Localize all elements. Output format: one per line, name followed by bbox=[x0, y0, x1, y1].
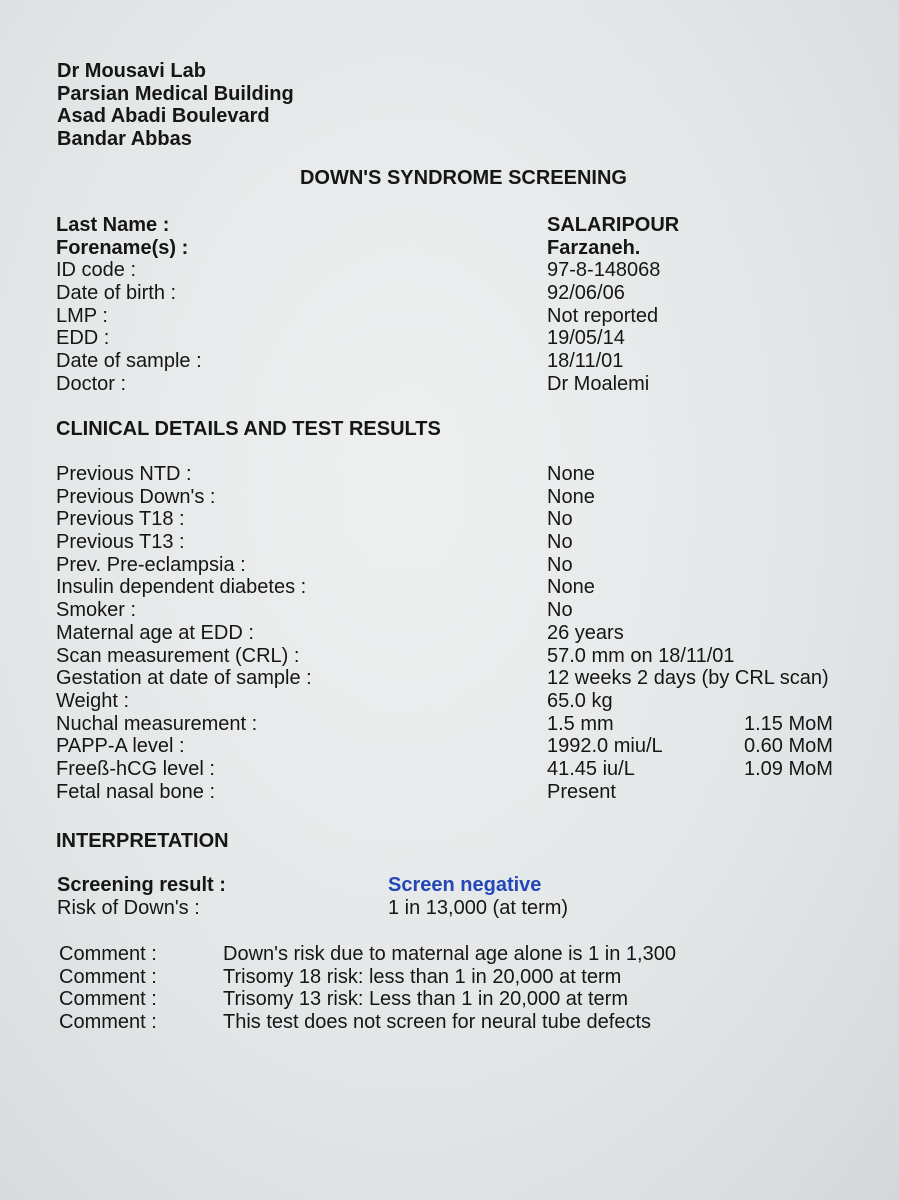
interpretation-heading: INTERPRETATION bbox=[56, 830, 229, 852]
clinical-label: Scan measurement (CRL) : bbox=[56, 644, 300, 667]
comment-text: Down's risk due to maternal age alone is 1 in 1,300 bbox=[223, 943, 676, 965]
clinical-label: Maternal age at EDD : bbox=[56, 621, 254, 644]
clinical-value: Present bbox=[547, 780, 616, 803]
comment-label: Comment : bbox=[59, 965, 157, 988]
clinical-mom: 0.60 MoM bbox=[744, 735, 833, 758]
clinical-mom: 1.15 MoM bbox=[744, 712, 833, 735]
clinical-value: No bbox=[547, 508, 573, 531]
comment-text: This test does not screen for neural tube defects bbox=[223, 1011, 652, 1034]
comment-label: Comment : bbox=[59, 943, 157, 965]
edd-value: 19/05/14 bbox=[547, 327, 625, 350]
lab-street: Asad Abadi Boulevard bbox=[57, 105, 270, 127]
sample-date-label: Date of sample : bbox=[56, 350, 202, 373]
clinical-label: Previous T13 : bbox=[56, 531, 185, 554]
clinical-value: 1.5 mm bbox=[547, 712, 614, 735]
id-code-value: 97-8-148068 bbox=[547, 259, 661, 282]
clinical-value: 41.45 iu/L bbox=[547, 757, 635, 780]
clinical-heading: CLINICAL DETAILS AND TEST RESULTS bbox=[56, 418, 441, 440]
clinical-label: PAPP-A level : bbox=[56, 735, 185, 758]
lab-address bbox=[57, 60, 294, 150]
clinical-value: No bbox=[547, 531, 573, 554]
forename-value: Farzaneh. bbox=[547, 236, 641, 259]
clinical-value: 1992.0 miu/L bbox=[547, 735, 663, 758]
comment-label: Comment : bbox=[59, 1011, 157, 1034]
last-name-value: SALARIPOUR bbox=[547, 214, 680, 236]
comment-text: Trisomy 13 risk: Less than 1 in 20,000 at term bbox=[223, 988, 628, 1011]
clinical-label: Previous Down's : bbox=[56, 485, 216, 508]
doctor-value: Dr Moalemi bbox=[547, 372, 650, 395]
dob-value: 92/06/06 bbox=[547, 282, 625, 305]
clinical-label: Nuchal measurement : bbox=[56, 712, 258, 735]
clinical-label: Smoker : bbox=[56, 599, 137, 622]
clinical-label: Fetal nasal bone : bbox=[56, 780, 215, 803]
clinical-label: Prev. Pre-eclampsia : bbox=[56, 553, 246, 576]
lab-name: Dr Mousavi Lab bbox=[57, 60, 206, 82]
clinical-label: Previous NTD : bbox=[56, 463, 192, 485]
clinical-mom: 1.09 MoM bbox=[744, 757, 833, 780]
clinical-label: Gestation at date of sample : bbox=[56, 667, 312, 690]
clinical-value: No bbox=[547, 553, 573, 576]
lab-building: Parsian Medical Building bbox=[57, 82, 294, 105]
sample-date-value: 18/11/01 bbox=[547, 350, 624, 373]
clinical-label: Insulin dependent diabetes : bbox=[56, 576, 307, 599]
clinical-value: None bbox=[547, 576, 595, 599]
clinical-value: 57.0 mm on 18/11/01 bbox=[547, 644, 735, 667]
clinical-value: None bbox=[547, 485, 595, 508]
comment-text: Trisomy 18 risk: less than 1 in 20,000 at term bbox=[223, 965, 622, 988]
edd-label: EDD : bbox=[56, 327, 110, 350]
clinical-label: Previous T18 : bbox=[56, 508, 185, 531]
doctor-label: Doctor : bbox=[56, 372, 127, 395]
screening-result-value: Screen negative bbox=[388, 874, 542, 896]
risk-label: Risk of Down's : bbox=[57, 896, 200, 919]
clinical-value: 26 years bbox=[547, 621, 624, 644]
lab-city: Bandar Abbas bbox=[57, 127, 192, 150]
comment-label: Comment : bbox=[59, 988, 157, 1011]
screening-result-label: Screening result : bbox=[57, 874, 226, 896]
clinical-label: Freeß-hCG level : bbox=[56, 757, 215, 780]
dob-label: Date of birth : bbox=[56, 282, 177, 305]
forename-label: Forename(s) : bbox=[56, 236, 189, 259]
lmp-value: Not reported bbox=[547, 304, 659, 327]
clinical-value: 65.0 kg bbox=[547, 689, 613, 712]
lmp-label: LMP : bbox=[56, 304, 108, 327]
clinical-value: 12 weeks 2 days (by CRL scan) bbox=[547, 667, 829, 690]
id-code-label: ID code : bbox=[56, 259, 137, 282]
clinical-value: None bbox=[547, 463, 595, 485]
risk-value: 1 in 13,000 (at term) bbox=[388, 896, 569, 919]
report-title: DOWN'S SYNDROME SCREENING bbox=[299, 167, 627, 189]
clinical-label: Weight : bbox=[56, 689, 129, 712]
clinical-value: No bbox=[547, 599, 573, 622]
last-name-label: Last Name : bbox=[56, 214, 170, 236]
